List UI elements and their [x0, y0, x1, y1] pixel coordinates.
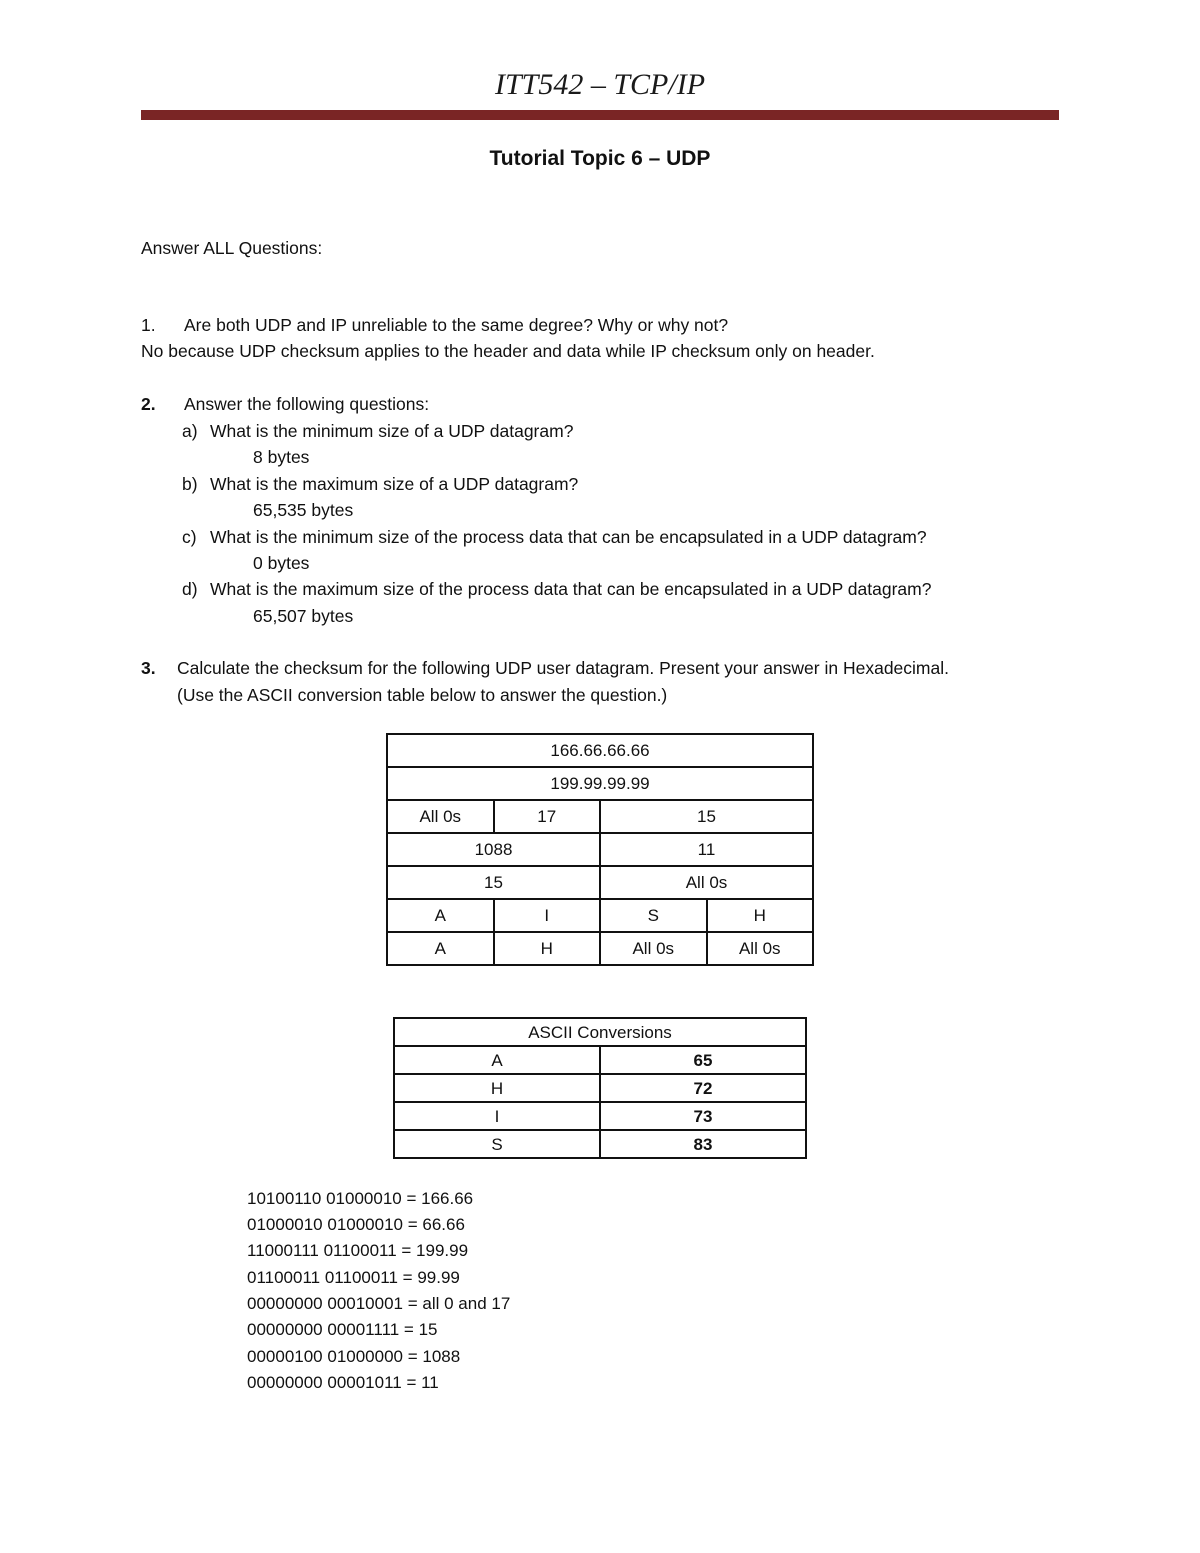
binary-work-line: 00000000 00010001 = all 0 and 17 [247, 1294, 511, 1313]
q2-number: 2. [141, 394, 156, 414]
total-length-cell: 15 [387, 866, 600, 899]
q1-number: 1. [141, 315, 156, 335]
data-cell: All 0s [707, 932, 814, 965]
ascii-code-cell: 83 [600, 1130, 806, 1158]
q2c-label: c) [182, 527, 197, 547]
ascii-code-cell: 65 [600, 1046, 806, 1074]
binary-work-line: 00000100 01000000 = 1088 [247, 1347, 461, 1366]
source-ip-cell: 166.66.66.66 [387, 734, 813, 767]
q2a-answer: 8 bytes [253, 447, 310, 467]
q2d-label: d) [182, 579, 198, 599]
q2c-answer: 0 bytes [253, 553, 310, 573]
data-cell: I [494, 899, 601, 932]
checksum-cell: All 0s [600, 866, 813, 899]
binary-work-line: 00000000 00001011 = 11 [247, 1373, 439, 1392]
ascii-char-cell: I [394, 1102, 600, 1130]
instruction-text: Answer ALL Questions: [141, 238, 323, 258]
data-cell: A [387, 899, 494, 932]
data-cell: All 0s [600, 932, 707, 965]
q3-number: 3. [141, 658, 156, 678]
udp-length-cell: 15 [600, 800, 813, 833]
ascii-table-header: ASCII Conversions [394, 1018, 806, 1046]
ascii-code-cell: 73 [600, 1102, 806, 1130]
ascii-char-cell: H [394, 1074, 600, 1102]
q3-question-line1: Calculate the checksum for the following UDP user datagram. Present your answer in Hexadecimal. [177, 658, 949, 678]
header-rule [141, 110, 1059, 120]
document-title: Tutorial Topic 6 – UDP [489, 147, 711, 170]
ascii-conversion-table [393, 1017, 807, 1159]
udp-datagram-table [386, 733, 814, 966]
data-cell: S [600, 899, 707, 932]
q2d-answer: 65,507 bytes [253, 606, 354, 626]
q2b-question: What is the maximum size of a UDP datagram? [210, 474, 579, 494]
dest-port-cell: 11 [600, 833, 813, 866]
binary-work-line: 01000010 01000010 = 66.66 [247, 1215, 465, 1234]
data-cell: A [387, 932, 494, 965]
q2a-question: What is the minimum size of a UDP datagram? [210, 421, 574, 441]
ascii-code-cell: 72 [600, 1074, 806, 1102]
protocol-cell: 17 [494, 800, 601, 833]
course-title: ITT542 – TCP/IP [494, 68, 706, 101]
binary-work-line: 00000000 00001111 = 15 [247, 1320, 438, 1339]
source-port-cell: 1088 [387, 833, 600, 866]
binary-work-line: 01100011 01100011 = 99.99 [247, 1268, 460, 1287]
q2c-question: What is the minimum size of the process data that can be encapsulated in a UDP datagram? [210, 527, 927, 547]
ascii-char-cell: A [394, 1046, 600, 1074]
dest-ip-cell: 199.99.99.99 [387, 767, 813, 800]
q2b-label: b) [182, 474, 198, 494]
q2d-question: What is the maximum size of the process data that can be encapsulated in a UDP datagram? [210, 579, 932, 599]
data-cell: H [494, 932, 601, 965]
q3-question-line2: (Use the ASCII conversion table below to answer the question.) [177, 685, 668, 705]
q2a-label: a) [182, 421, 198, 441]
q2-question: Answer the following questions: [184, 394, 430, 414]
ascii-char-cell: S [394, 1130, 600, 1158]
q1-answer: No because UDP checksum applies to the header and data while IP checksum only on header. [141, 341, 875, 361]
data-cell: H [707, 899, 814, 932]
zeros-cell: All 0s [387, 800, 494, 833]
binary-work-line: 11000111 01100011 = 199.99 [247, 1241, 469, 1260]
q1-question: Are both UDP and IP unreliable to the same degree? Why or why not? [184, 315, 729, 335]
q2b-answer: 65,535 bytes [253, 500, 354, 520]
binary-work-line: 10100110 01000010 = 166.66 [247, 1189, 474, 1208]
